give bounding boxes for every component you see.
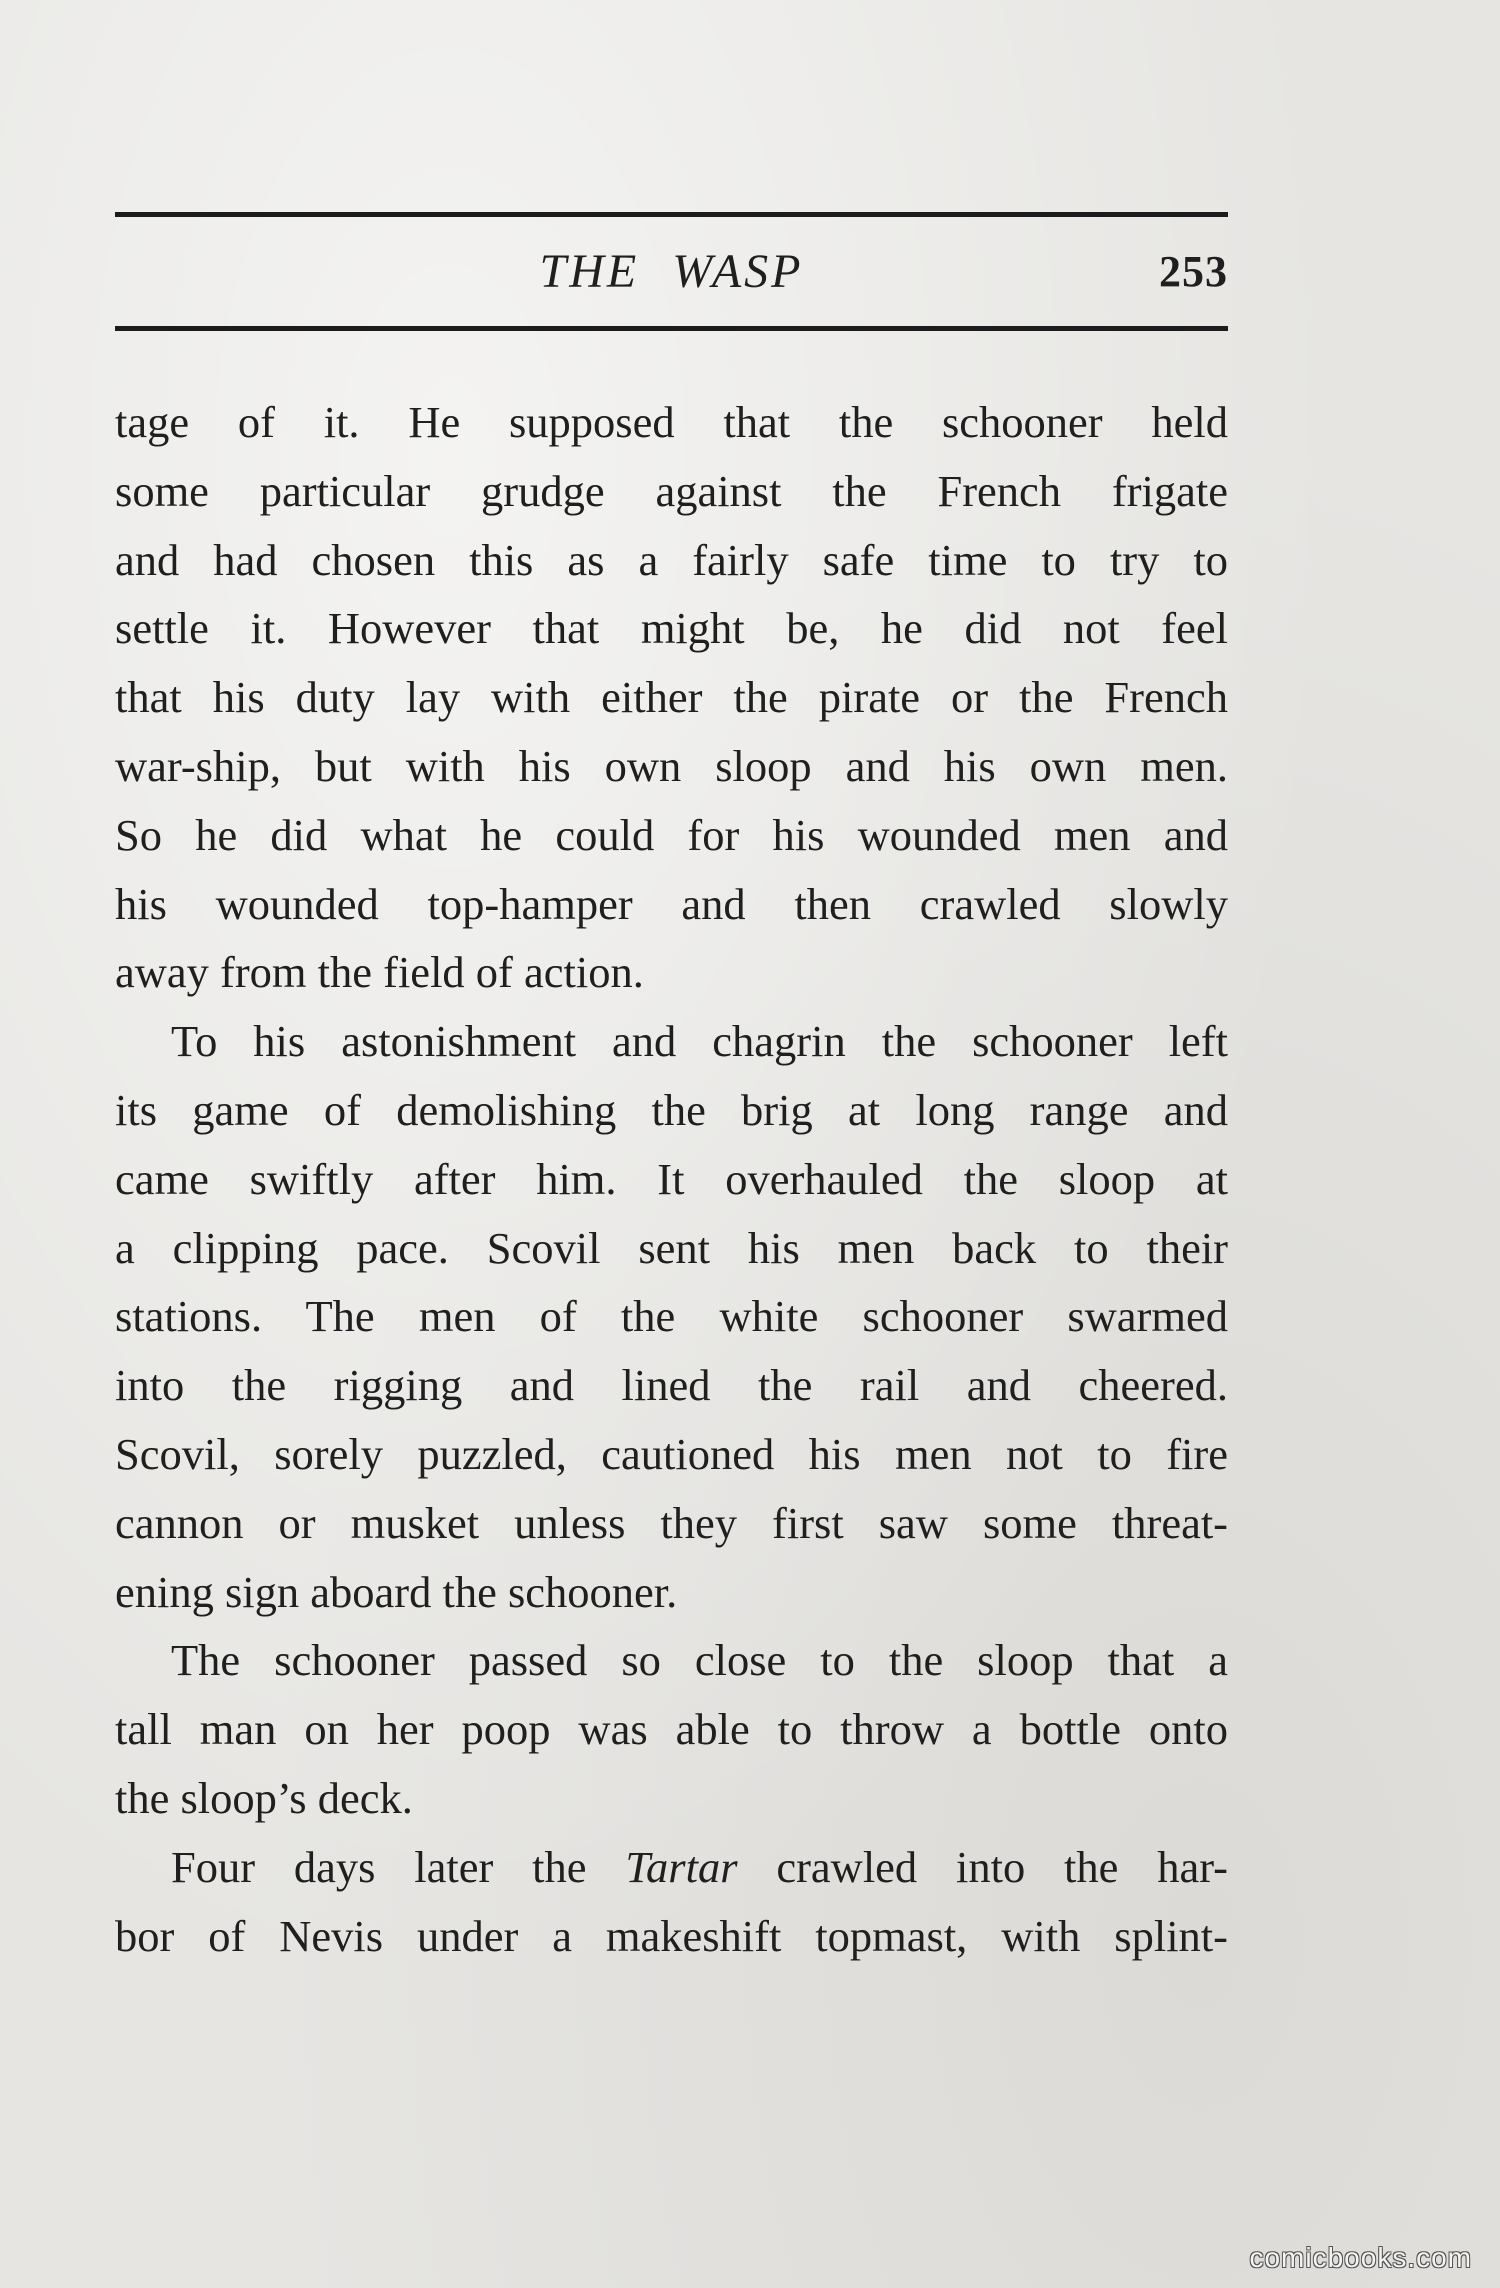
text-line: came swiftly after him. It overhauled the sloop at (115, 1153, 1228, 1204)
body-text (115, 388, 1228, 1970)
running-title: THE WASP (539, 245, 804, 298)
text-line (115, 1833, 1228, 1902)
text-line: his wounded top-hamper and then crawled slowly (115, 878, 1228, 929)
ship-name: Tartar (625, 1841, 738, 1892)
page-number: 253 (1159, 247, 1228, 296)
text-line: war-ship, but with his own sloop and his own men. (115, 740, 1228, 791)
text-line: a clipping pace. Scovil sent his men back to their (115, 1222, 1228, 1273)
text-line: the sloop’s deck. (115, 1772, 413, 1823)
text-line: To his astonishment and chagrin the schooner left (171, 1016, 1228, 1067)
text-line: cannon or musket unless they first saw some threat- (115, 1497, 1228, 1548)
text-line: Scovil, sorely puzzled, cautioned his men not to fire (115, 1428, 1228, 1479)
text-line: its game of demolishing the brig at long range and (115, 1084, 1228, 1135)
text-line: bor of Nevis under a makeshift topmast, with splint- (115, 1910, 1228, 1961)
header-rule-bottom (115, 326, 1228, 331)
text-line: stations. The men of the white schooner swarmed (115, 1291, 1228, 1342)
text-line: into the rigging and lined the rail and cheered. (115, 1360, 1228, 1411)
text-line: and had chosen this as a fairly safe time to try to (115, 534, 1228, 585)
text-line: settle it. However that might be, he did not feel (115, 603, 1228, 654)
text-line: tall man on her poop was able to throw a bottle onto (115, 1704, 1228, 1755)
text-line: So he did what he could for his wounded men and (115, 809, 1228, 860)
text-line: ening sign aboard the schooner. (115, 1566, 678, 1617)
text-line: The schooner passed so close to the sloop that a (171, 1635, 1228, 1686)
text-line: that his duty lay with either the pirate or the French (115, 672, 1228, 723)
text-line: some particular grudge against the French frigate (115, 465, 1228, 516)
text-run: Four days later the (171, 1841, 626, 1892)
text-run: crawled into the har- (737, 1841, 1228, 1892)
header-rule-top (115, 212, 1228, 217)
text-line: tage of it. He supposed that the schooner held (115, 397, 1228, 447)
watermark: comicbooks.com (1249, 2242, 1472, 2273)
running-head (115, 240, 1228, 304)
text-line: away from the field of action. (115, 947, 644, 998)
